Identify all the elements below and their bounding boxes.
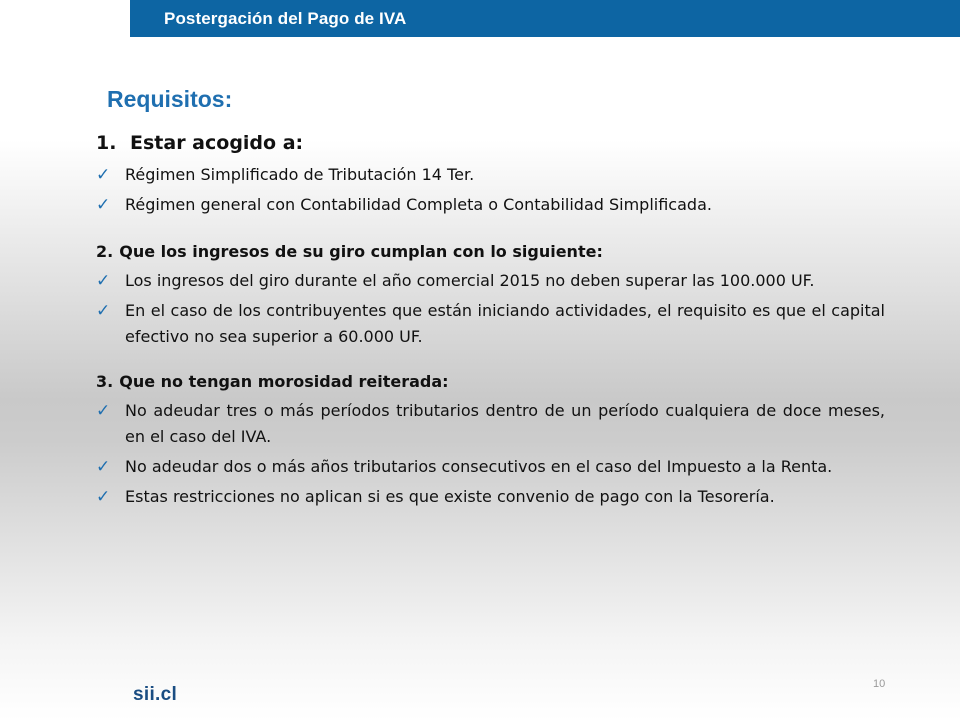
check-icon: ✓ [96,195,111,215]
section-2-number: 2. [96,242,114,261]
header-bar [130,0,960,37]
list-item-text: No adeudar dos o más años tributarios consecutivos en el caso del Impuesto a la Renta. [125,457,833,476]
section-1-heading [96,130,885,156]
requirements-content [96,130,885,514]
section-2-heading-text: Que los ingresos de su giro cumplan con lo siguiente: [119,242,603,261]
list-item-text: En el caso de los contribuyentes que están iniciando actividades, el requisito es que el capital efectivo no sea superior a 60.000 UF. [125,301,885,346]
section-3-heading [96,370,885,394]
section-1-heading-text: Estar acogido a: [130,132,304,154]
check-icon: ✓ [96,487,111,507]
list-item [96,298,885,350]
section-title: Requisitos: [107,86,233,112]
sii-logo: sii.cl [133,684,178,705]
check-icon: ✓ [96,301,111,321]
section-1-list [96,162,885,218]
section-2-list [96,268,885,350]
list-item-text: Régimen general con Contabilidad Completa o Contabilidad Simplificada. [125,195,712,214]
list-item-text: Régimen Simplificado de Tributación 14 Ter. [125,165,475,184]
check-icon: ✓ [96,401,111,421]
list-item [96,398,885,450]
section-3-list [96,398,885,510]
section-2-heading [96,240,885,264]
list-item-text: Estas restricciones no aplican si es que existe convenio de pago con la Tesorería. [125,487,775,506]
list-item [96,268,885,294]
check-icon: ✓ [96,165,111,185]
list-item [96,454,885,480]
spacer [96,222,885,240]
list-item-text: Los ingresos del giro durante el año comercial 2015 no deben superar las 100.000 UF. [125,271,815,290]
list-item [96,162,885,188]
slide-title: Postergación del Pago de IVA [164,9,407,28]
section-1-number: 1. [96,132,117,154]
page-number: 10 [873,678,886,690]
list-item [96,192,885,218]
check-icon: ✓ [96,457,111,477]
check-icon: ✓ [96,271,111,291]
list-item [96,484,885,510]
section-3-heading-text: Que no tengan morosidad reiterada: [119,372,449,391]
spacer [96,354,885,370]
section-3-number: 3. [96,372,114,391]
list-item-text: No adeudar tres o más períodos tributarios dentro de un período cualquiera de doce meses, en el caso del IVA. [125,401,885,446]
